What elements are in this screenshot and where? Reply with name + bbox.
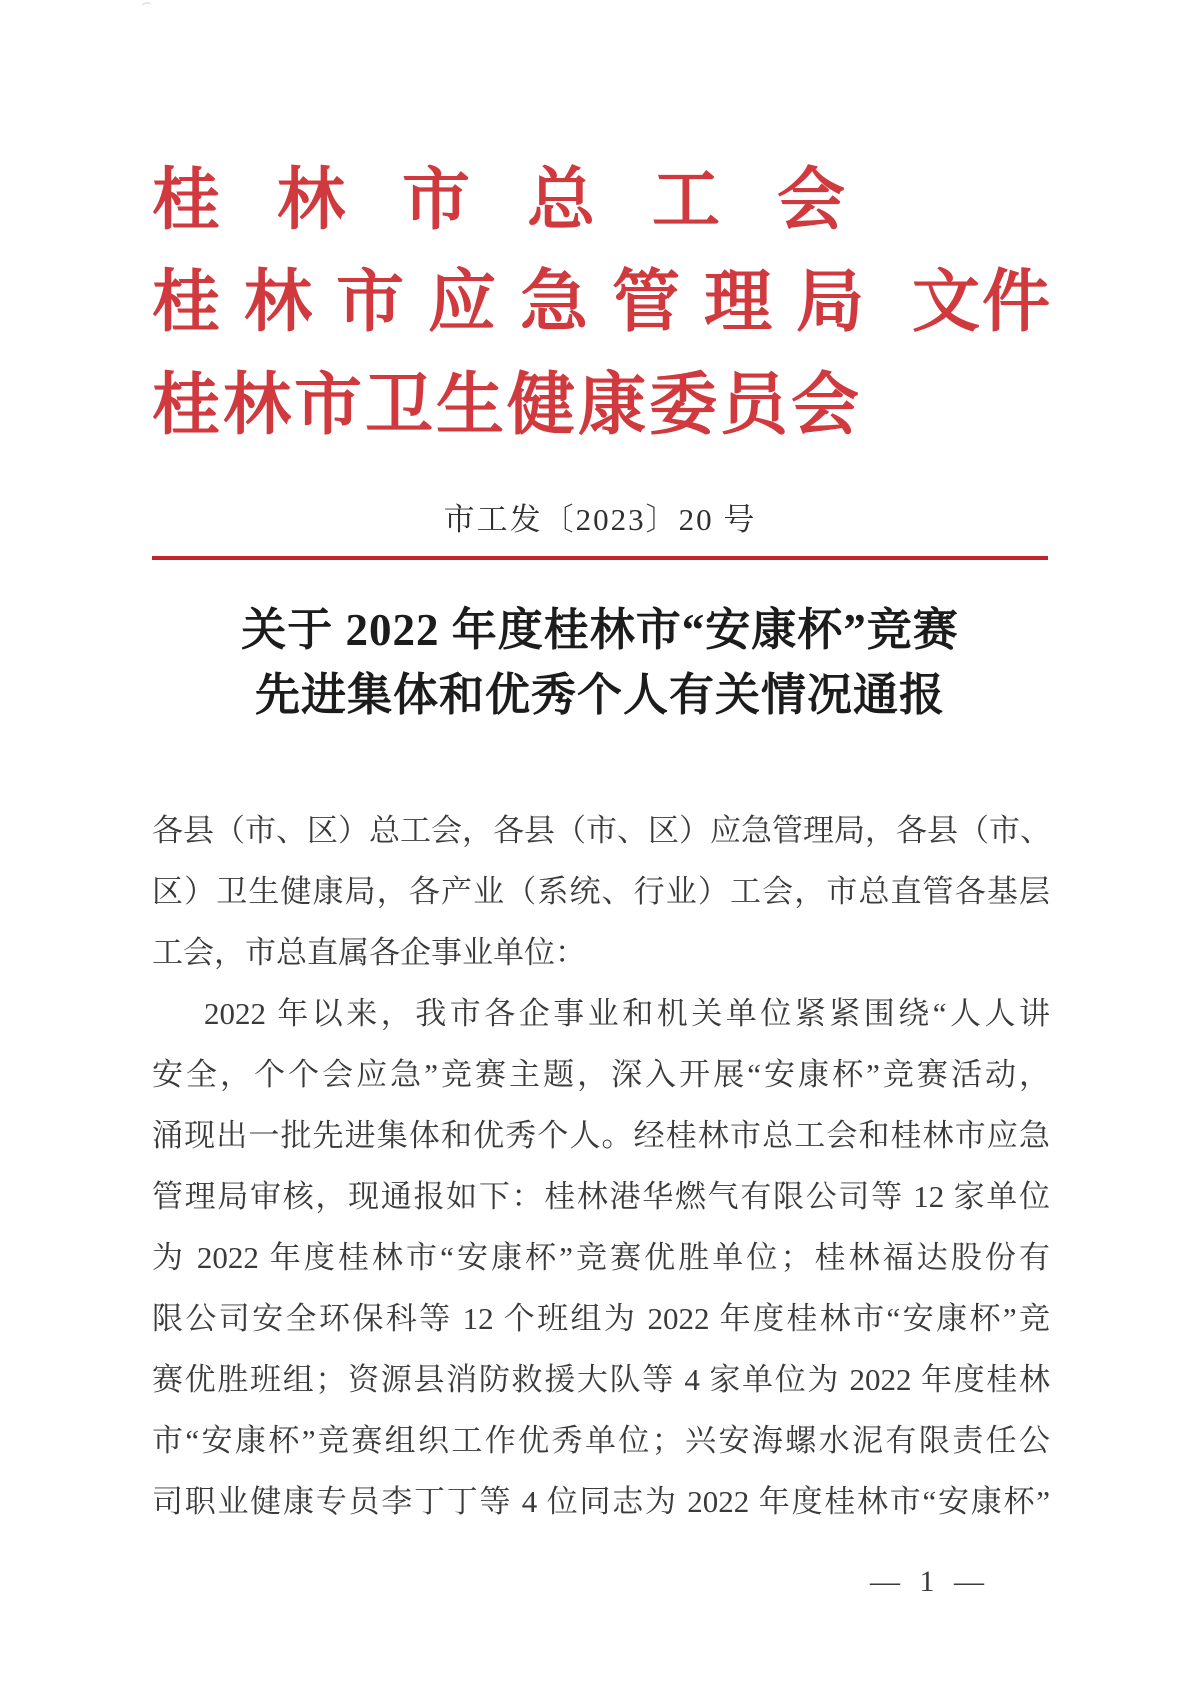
body-line: 工会，市总直属各企事业单位： [152, 935, 586, 970]
org-name-line-2-main: 桂林市应急管理局 [152, 264, 889, 340]
title-line-1: 关于 2022 年度桂林市“安康杯”竞赛 [241, 605, 959, 655]
body-line: 赛优胜班组；资源县消防救援大队等 4 家单位为 2022 年度桂林 [152, 1362, 1050, 1397]
title-line-2: 先进集体和优秀个人有关情况通报 [254, 670, 945, 720]
body-line: 管理局审核，现通报如下：桂林港华燃气有限公司等 12 家单位 [152, 1179, 1050, 1214]
org-name-line-1: 桂林市总工会 [152, 162, 903, 238]
body-line: 安全，个个会应急”竞赛主题，深入开展“安康杯”竞赛活动， [152, 1057, 1050, 1092]
doc-number: 市工发〔2023〕20 号 [443, 502, 757, 537]
body-line: 司职业健康专员李丁丁等 4 位同志为 2022 年度桂林市“安康杯” [152, 1484, 1050, 1519]
body-line: 各县（市、区）总工会，各县（市、区）应急管理局，各县（市、 [152, 813, 1051, 848]
document-title [0, 598, 1200, 728]
body-line: 2022 年以来，我市各企事业和机关单位紧紧围绕“人人讲 [204, 996, 1050, 1031]
org-name-line-2-suffix: 文件 [912, 264, 1053, 340]
body-line: 限公司安全环保科等 12 个班组为 2022 年度桂林市“安康杯”竞 [152, 1301, 1050, 1336]
org-name-line-2 [152, 266, 1052, 338]
red-divider-line [152, 556, 1048, 560]
body-line: 为 2022 年度桂林市“安康杯”竞赛优胜单位；桂林福达股份有 [152, 1240, 1050, 1275]
body-line: 涌现出一批先进集体和优秀个人。经桂林市总工会和桂林市应急 [152, 1118, 1050, 1153]
page-number: — 1 — [870, 1565, 990, 1598]
org-name-line-3: 桂林市卫生健康委员会 [152, 367, 863, 443]
body-line: 市“安康杯”竞赛组织工作优秀单位；兴安海螺水泥有限责任公 [152, 1423, 1050, 1458]
document-body [152, 800, 1050, 1532]
scan-artifact [141, 1, 153, 12]
body-line: 区）卫生健康局，各产业（系统、行业）工会，市总直管各基层 [152, 874, 1050, 909]
